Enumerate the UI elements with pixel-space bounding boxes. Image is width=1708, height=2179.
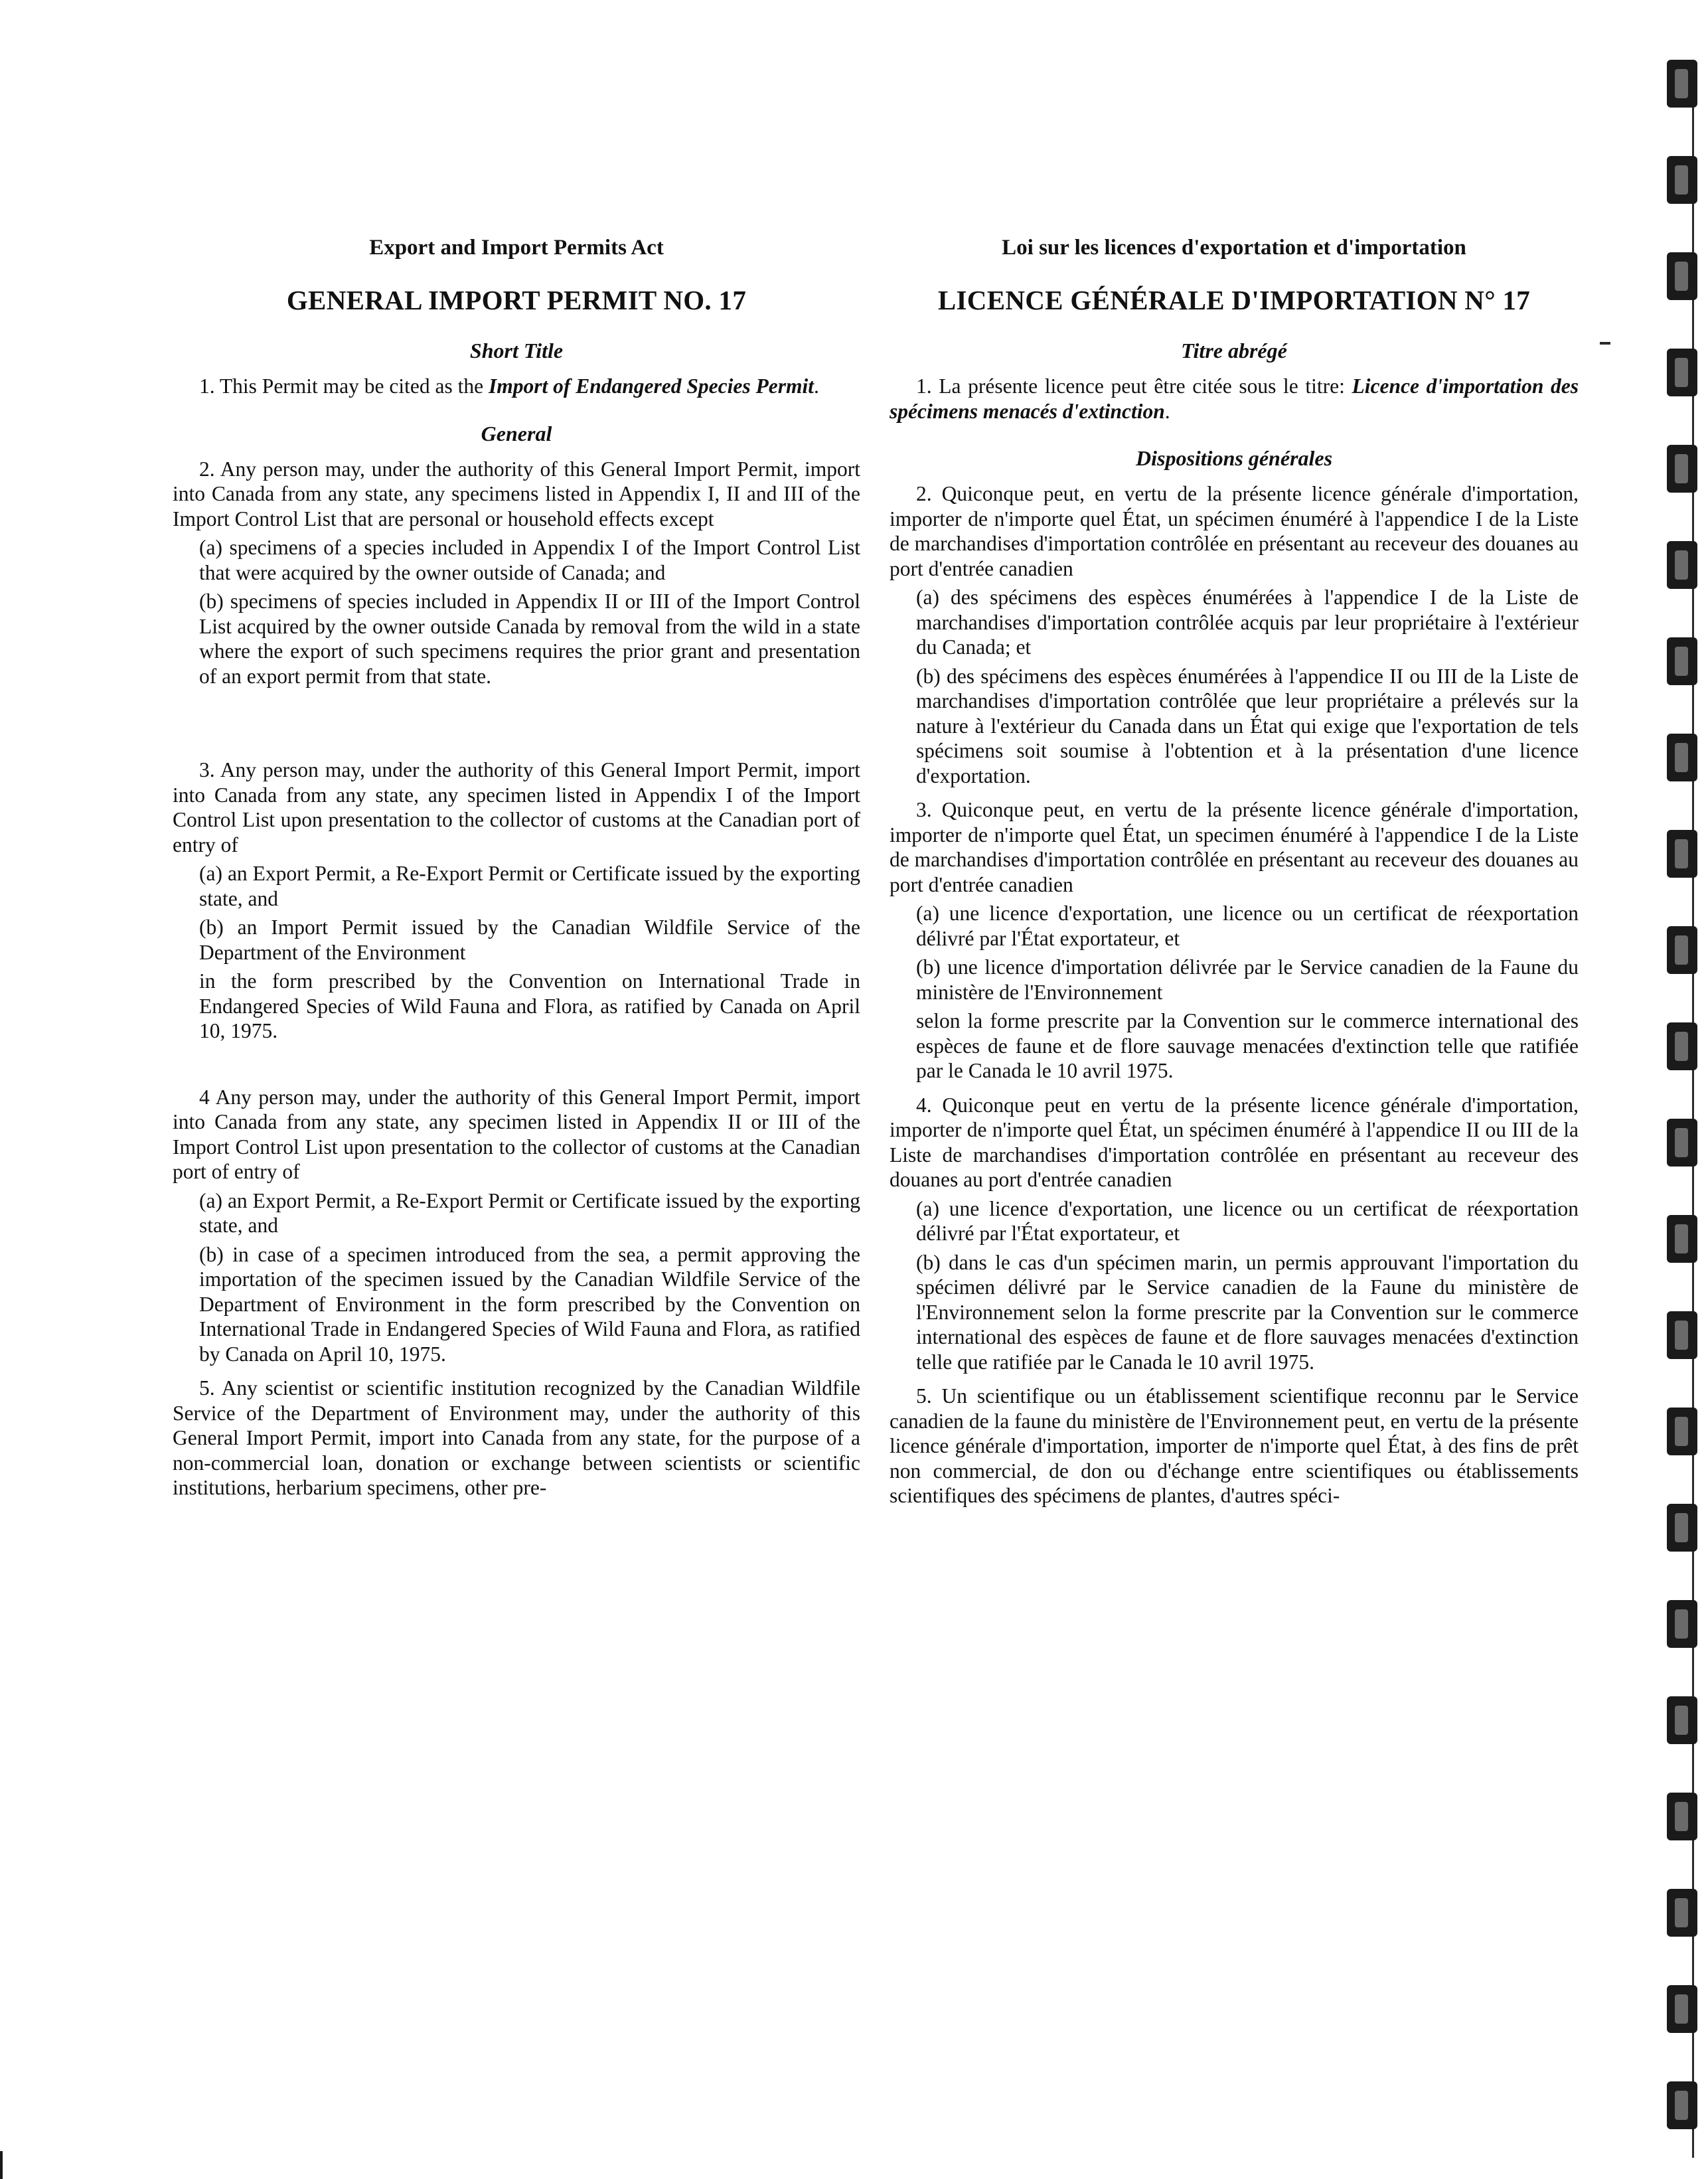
spiral-binding bbox=[1655, 0, 1708, 2179]
binding-ring bbox=[1667, 830, 1697, 878]
section-3-a: (a) an Export Permit, a Re-Export Permit or Certificate issued by the exporting state, and bbox=[199, 862, 860, 910]
binding-ring bbox=[1667, 926, 1697, 974]
general-heading: General bbox=[481, 421, 552, 445]
binding-ring bbox=[1667, 445, 1697, 493]
section-2-fr: 2. Quiconque peut, en vertu de la présente licence générale d'importation, importer de n'importe quel État, un spécimen énuméré à l'appendice I de la Liste de marchandises d'importation contrôlée en présentant au receveur des douanes au port d'entrée canadien bbox=[890, 482, 1579, 580]
section-5-fr: 5. Un scientifique ou un établissement scientifique reconnu par le Service canadien de la faune du ministère de l'Environnement peut, en vertu de la présente licence générale d'importation, importer de n'importe quel État, à des fins de prêt non commercial, de don ou d'échange entre scientifiques ou établissements scientifiques des spécimens de plantes, d'autres spéci- bbox=[890, 1384, 1579, 1507]
binding-ring bbox=[1667, 1022, 1697, 1070]
binding-ring bbox=[1667, 349, 1697, 396]
short-title-heading: Short Title bbox=[469, 339, 564, 363]
general-heading-fr: Dispositions générales bbox=[1135, 446, 1333, 470]
section-1: 1. This Permit may be cited as the Import of Endangered Species Permit. bbox=[199, 374, 819, 398]
section-3-tail: in the form prescribed by the Convention on International Trade in Endangered Species of Wild Fauna and Flora, as ratified by Canada on April 10, 1975. bbox=[199, 969, 860, 1042]
section-4-b: (b) in case of a specimen introduced from the sea, a permit approving the importation of the specimen issued by the Canadian Wildfile Service of the Department of Environment in the form prescribed by the Convention on International Trade in Endangered Species of Wild Fauna and Flora, as ratified by Canada on April 10, 1975. bbox=[199, 1242, 860, 1366]
section-2: 2. Any person may, under the authority of this General Import Permit, import into Canada from any state, any specimens listed in Appendix I, II and III of the Import Control List that are personal or household effects except bbox=[173, 457, 860, 530]
english-column bbox=[173, 236, 860, 1500]
section-3-a-fr: (a) une licence d'exportation, une licence ou un certificat de réexportation délivré par l'État exportateur, et bbox=[916, 902, 1579, 950]
section-3-b: (b) an Import Permit issued by the Canadian Wildfile Service of the Department of the Environment bbox=[199, 916, 860, 964]
section-4: 4 Any person may, under the authority of this General Import Permit, import into Canada from any state, any specimen listed in Appendix II or III of the Import Control List upon presentation to the collector of customs at the Canadian port of entry of bbox=[173, 1085, 860, 1183]
section-4-b-fr: (b) dans le cas d'un spécimen marin, un permis approuvant l'importation du spécimen délivré par le Service canadien de la Faune du ministère de l'Environnement selon la forme prescrite par la Convention sur le commerce international des espèces de faune et de flore sauvages menacées d'extinction telle que ratifiée par le Canada le 10 avril 1975. bbox=[916, 1250, 1579, 1374]
binding-ring bbox=[1667, 2081, 1697, 2129]
binding-ring bbox=[1667, 734, 1697, 781]
section-2-b: (b) specimens of species included in Appendix II or III of the Import Control List acquired by the owner outside Canada by removal from the wild in a state where the export of such specimens requires the prior grant and presentation of an export permit from that state. bbox=[199, 590, 860, 688]
binding-ring bbox=[1667, 1600, 1697, 1648]
section-1-fr: 1. La présente licence peut être citée sous le titre: Licence d'importation des spécimens menacés d'extinction. bbox=[890, 374, 1579, 423]
permit-short-name: Import of Endangered Species Permit bbox=[488, 374, 814, 398]
section-3-b-fr: (b) une licence d'importation délivrée par le Service canadien de la Faune du ministère de l'Environnement bbox=[916, 955, 1579, 1004]
section-4-fr: 4. Quiconque peut en vertu de la présente licence générale d'importation, importer de n'importe quel État, un spécimen énuméré à l'appendice II ou III de la Liste de marchandises d'importation contrôlée en présentant au receveur des douanes au port d'entrée canadien bbox=[890, 1093, 1579, 1191]
act-title: Export and Import Permits Act bbox=[369, 236, 664, 260]
binding-ring bbox=[1667, 1889, 1697, 1937]
binding-ring bbox=[1667, 1119, 1697, 1167]
binding-ring bbox=[1667, 252, 1697, 300]
binding-ring bbox=[1667, 637, 1697, 685]
section-3-fr: 3. Quiconque peut, en vertu de la présente licence générale d'importation, importer de n'importe quel État, un specimen énuméré à l'appendice I de la Liste de marchandises d'importation contrôlée en présentant au receveur des douanes au port d'entrée canadien bbox=[890, 798, 1579, 896]
permit-title-fr: LICENCE GÉNÉRALE D'IMPORTATION N° 17 bbox=[937, 285, 1531, 315]
binding-ring bbox=[1667, 60, 1697, 108]
binding-ring bbox=[1667, 1504, 1697, 1552]
section-5: 5. Any scientist or scientific institution recognized by the Canadian Wildfile Service of the Department of Environment may, under the authority of this General Import Permit, import into Canada from any state, for the purpose of a non-commercial loan, donation or exchange between scientists or scientific institutions, herbarium specimens, other pre- bbox=[173, 1376, 860, 1499]
permit-short-name-fr: Licence d'importation des spécimens menacés d'extinction bbox=[890, 374, 1579, 423]
permit-title: GENERAL IMPORT PERMIT NO. 17 bbox=[286, 285, 747, 315]
binding-ring bbox=[1667, 1408, 1697, 1455]
section-4-a: (a) an Export Permit, a Re-Export Permit or Certificate issued by the exporting state, and bbox=[199, 1188, 860, 1237]
section-3-tail-fr: selon la forme prescrite par la Convention sur le commerce international des espèces de faune et de flore sauvage menacées d'extinction telle que ratifiée par le Canada le 10 avril 1975. bbox=[916, 1009, 1579, 1082]
french-column bbox=[890, 236, 1579, 1508]
short-title-heading-fr: Titre abrégé bbox=[1181, 339, 1287, 363]
scan-dash-mark bbox=[1600, 342, 1610, 345]
section-2-b-fr: (b) des spécimens des espèces énumérées à l'appendice II ou III de la Liste de marchandises d'importation contrôlée que leur propriétaire a prélevés sur la nature à l'extérieur du Canada dans un État qui exige que l'exportation de tels spécimens soit soumise à l'obtention et à la présentation d'une licence d'exportation. bbox=[916, 664, 1579, 787]
binding-ring bbox=[1667, 156, 1697, 204]
binding-ring bbox=[1667, 1311, 1697, 1359]
act-title-fr: Loi sur les licences d'exportation et d'importation bbox=[1002, 236, 1466, 260]
binding-ring bbox=[1667, 1985, 1697, 2033]
binding-ring bbox=[1667, 541, 1697, 589]
scan-edge-mark bbox=[0, 2151, 3, 2179]
binding-ring bbox=[1667, 1696, 1697, 1744]
binding-ring bbox=[1667, 1215, 1697, 1263]
section-4-a-fr: (a) une licence d'exportation, une licence ou un certificat de réexportation délivré par l'État exportateur, et bbox=[916, 1196, 1579, 1245]
section-2-a-fr: (a) des spécimens des espèces énumérées à l'appendice I de la Liste de marchandises d'importation contrôlée acquis par leur propriétaire à l'extérieur du Canada; et bbox=[916, 586, 1579, 659]
section-2-a: (a) specimens of a species included in Appendix I of the Import Control List that were acquired by the owner outside of Canada; and bbox=[199, 536, 860, 584]
section-3: 3. Any person may, under the authority of this General Import Permit, import into Canada from any state, any specimen listed in Appendix I of the Import Control List upon presentation to the collector of customs at the Canadian port of entry of bbox=[173, 758, 860, 856]
binding-ring bbox=[1667, 1793, 1697, 1840]
